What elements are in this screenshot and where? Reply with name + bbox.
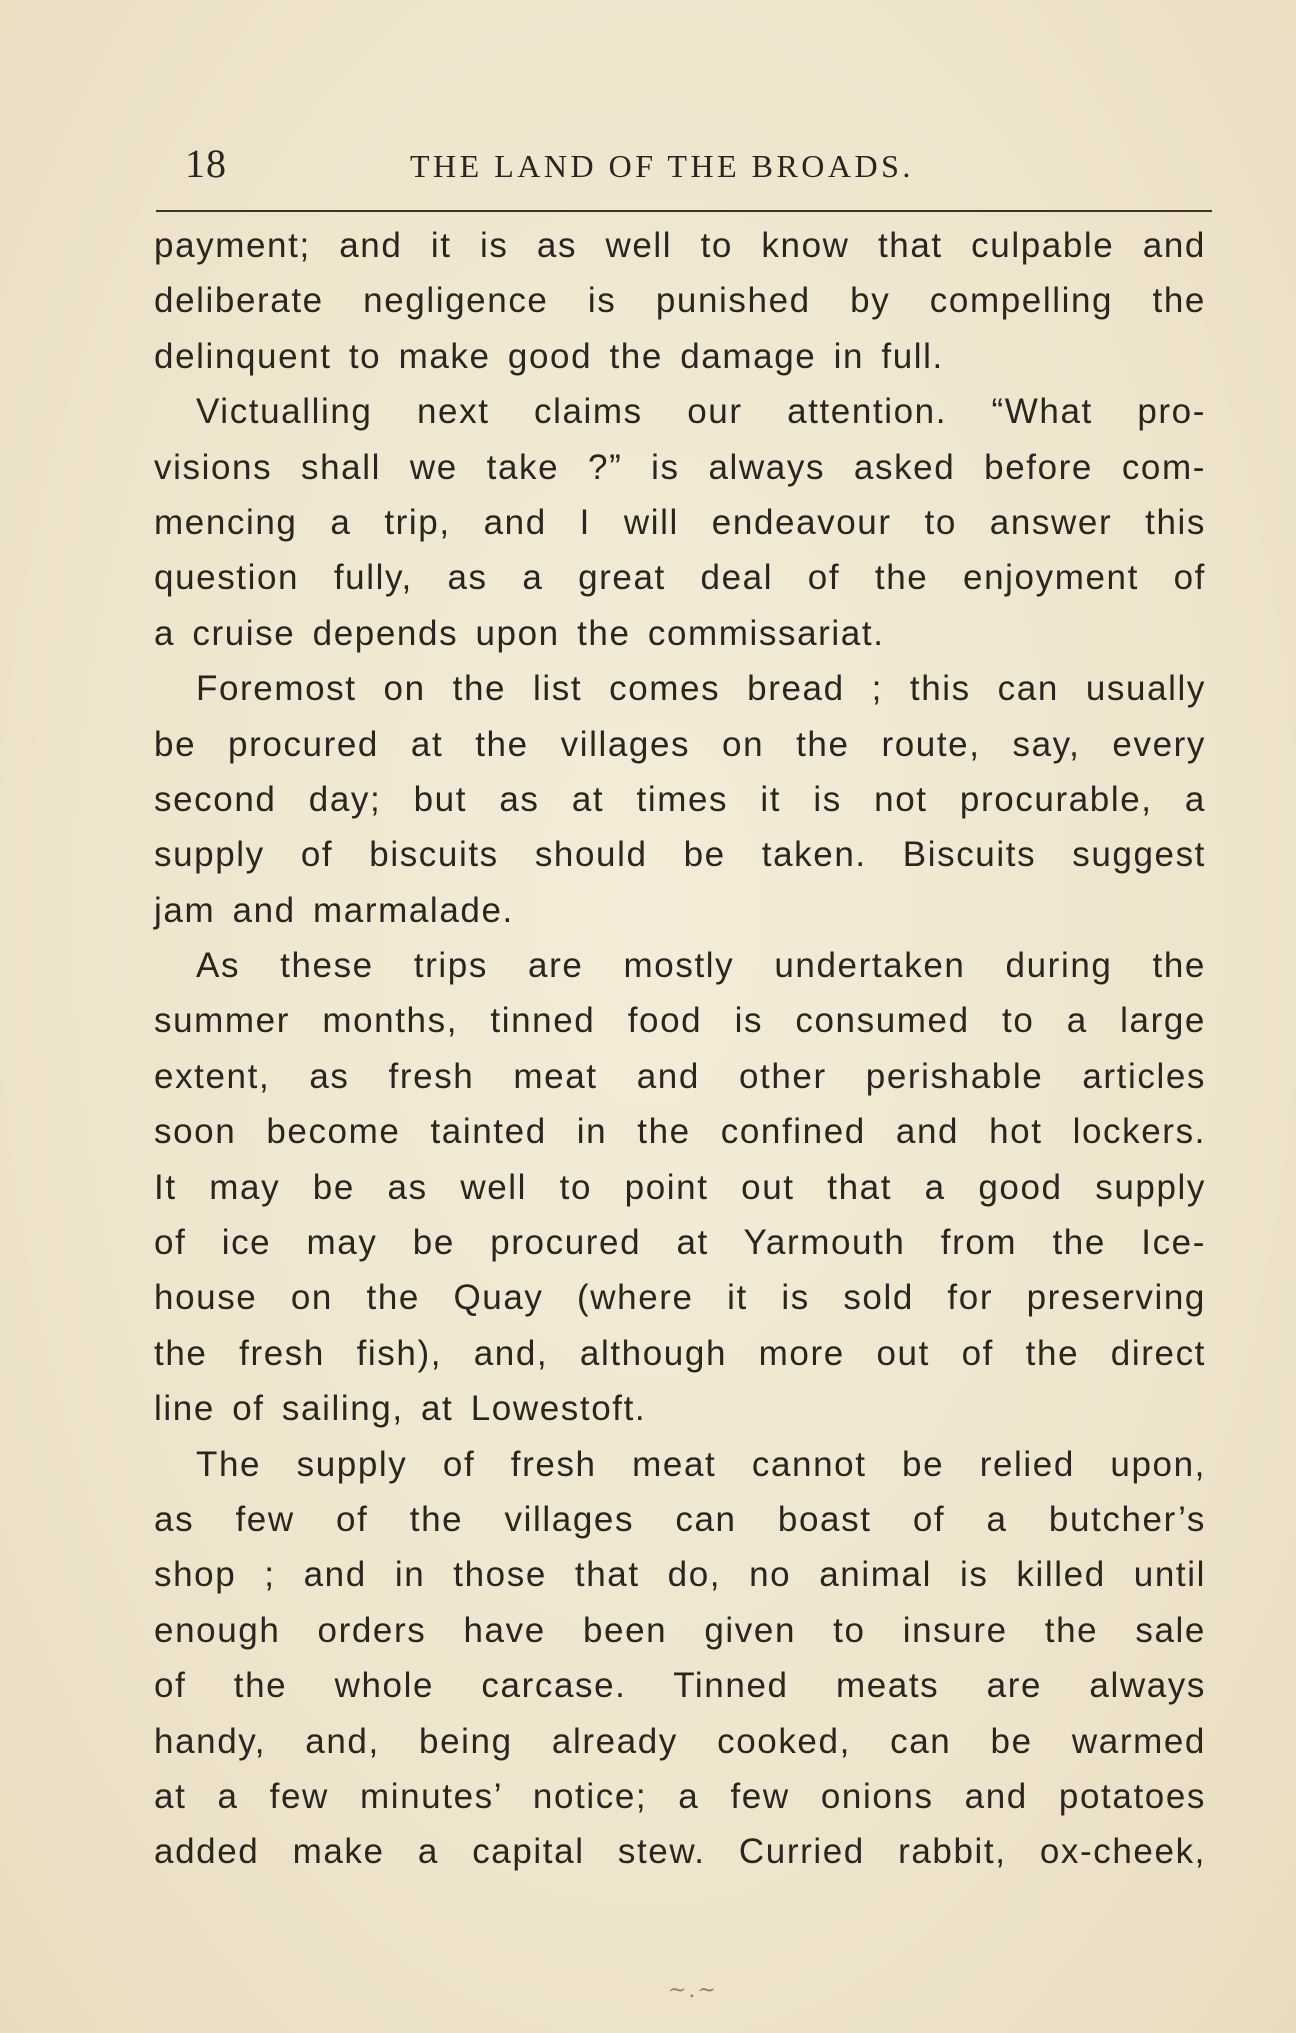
text-line: soon become tainted in the confined and hot lockers. [154, 1112, 1206, 1152]
text-line: summer months, tinned food is consumed to a large [154, 1001, 1206, 1041]
text-line: be procured at the villages on the route, say, every [154, 724, 1206, 764]
text-line: The supply of fresh meat cannot be relied upon, [196, 1444, 1206, 1484]
text-line: handy, and, being already cooked, can be warmed [154, 1721, 1206, 1761]
text-line: question fully, as a great deal of the enjoyment of [154, 558, 1206, 598]
text-line: visions shall we take ?” is always asked before com- [154, 447, 1206, 487]
printer-mark: ~.~ [668, 1978, 718, 2003]
header-rule [156, 210, 1212, 212]
text-line: at a few minutes’ notice; a few onions and potatoes [154, 1776, 1206, 1816]
text-line: Victualling next claims our attention. “What pro- [196, 392, 1206, 432]
text-line: deliberate negligence is punished by compelling the [154, 281, 1206, 321]
text-line: mencing a trip, and I will endeavour to answer this [154, 502, 1206, 542]
text-line: Foremost on the list comes bread ; this can usually [196, 669, 1206, 709]
text-line: jam and marmalade. [154, 890, 514, 930]
text-line: added make a capital stew. Curried rabbit, ox-cheek, [154, 1832, 1206, 1872]
text-line: of ice may be procured at Yarmouth from the Ice- [154, 1223, 1206, 1263]
body-text [154, 218, 1206, 1880]
page-number: 18 [185, 141, 227, 186]
text-line: extent, as fresh meat and other perishable articles [154, 1056, 1206, 1096]
text-line: As these trips are mostly undertaken during the [196, 946, 1206, 986]
text-line: second day; but as at times it is not procurable, a [154, 779, 1206, 819]
text-line: supply of biscuits should be taken. Biscuits suggest [154, 835, 1206, 875]
text-line: house on the Quay (where it is sold for preserving [154, 1278, 1206, 1318]
text-line: as few of the villages can boast of a butcher’s [154, 1499, 1206, 1539]
text-line: line of sailing, at Lowestoft. [154, 1389, 647, 1429]
text-line: It may be as well to point out that a good supply [154, 1167, 1206, 1207]
page-header [185, 140, 1205, 190]
text-line: of the whole carcase. Tinned meats are always [154, 1666, 1206, 1706]
text-line: the fresh fish), and, although more out of the direct [154, 1333, 1206, 1373]
text-line: enough orders have been given to insure the sale [154, 1610, 1206, 1650]
running-title: THE LAND OF THE BROADS. [410, 148, 914, 184]
text-line: delinquent to make good the damage in full. [154, 336, 944, 376]
text-line: a cruise depends upon the commissariat. [154, 613, 885, 653]
text-line: shop ; and in those that do, no animal is killed until [154, 1555, 1206, 1595]
text-line: payment; and it is as well to know that culpable and [154, 226, 1206, 265]
